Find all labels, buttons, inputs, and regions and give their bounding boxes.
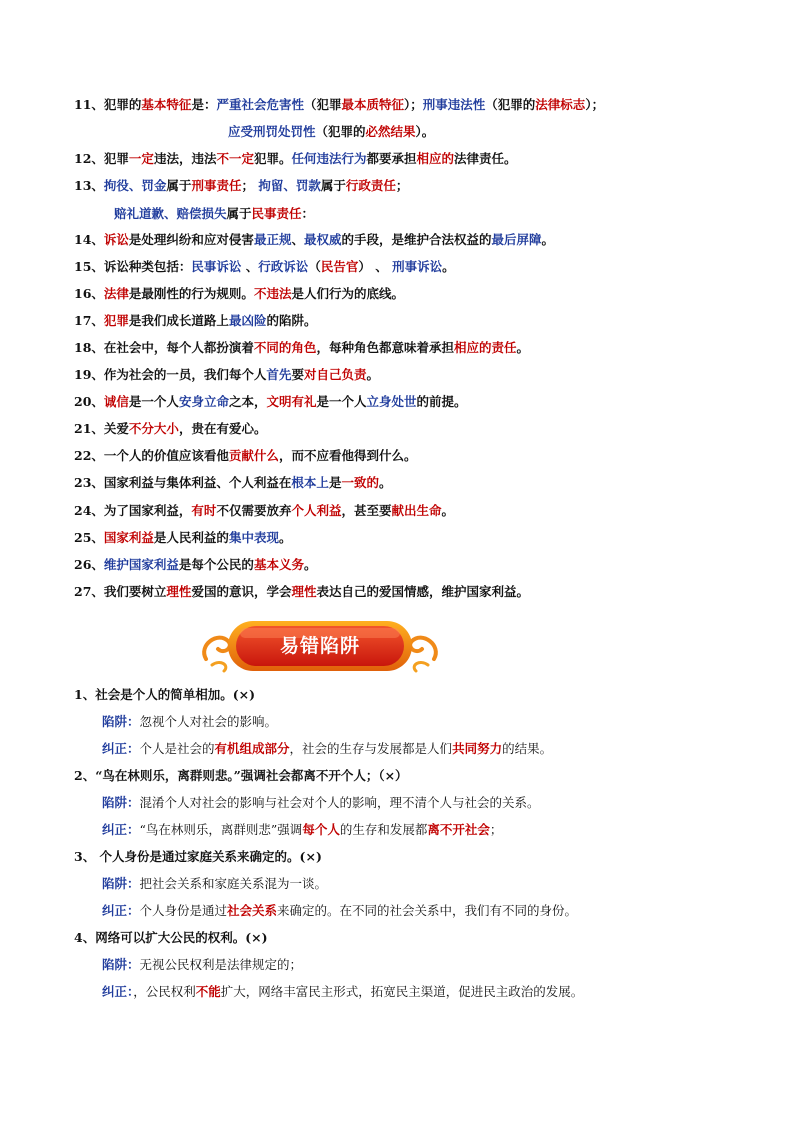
list-item	[74, 556, 316, 574]
item-text: 最正规	[253, 232, 292, 247]
item-text: 。	[366, 367, 379, 382]
item-text: 忽视个人对社会的影响。	[139, 714, 278, 729]
item-text: 是一个人	[128, 394, 179, 409]
list-item	[102, 875, 327, 893]
item-text: 维护国家利益	[103, 557, 179, 572]
item-number: 18、	[74, 340, 104, 355]
list-item	[74, 686, 255, 704]
item-text: 根本上	[291, 475, 329, 490]
item-text: 立身处世	[366, 394, 417, 409]
list-item	[74, 150, 517, 168]
list-item	[102, 740, 552, 758]
list-item	[74, 848, 322, 866]
item-text: 纠正：	[102, 903, 140, 918]
list-item	[102, 956, 302, 974]
item-text: 、	[241, 259, 259, 274]
item-number: 13、	[74, 178, 104, 193]
item-text: 刑事诉讼	[392, 259, 443, 274]
item-number: 23、	[74, 475, 104, 490]
item-text: （犯罪的	[315, 124, 366, 139]
item-text: 刑事责任	[191, 178, 242, 193]
item-text: 。	[441, 503, 455, 518]
item-text: 把社会关系和家庭关系混为一谈。	[139, 876, 328, 891]
item-number: 19、	[74, 367, 104, 382]
item-text: 最后屏障	[491, 232, 542, 247]
item-text: 。	[278, 530, 292, 545]
item-text: 之本，	[228, 394, 267, 409]
list-item	[74, 258, 455, 276]
item-text: 国家利益与集体利益、个人利益在	[103, 475, 292, 490]
section-title-badge	[200, 615, 440, 677]
item-text: （	[308, 259, 321, 274]
item-text: 国家利益	[103, 530, 154, 545]
item-text: 诉讼种类包括：	[103, 259, 192, 274]
item-text: 一定	[128, 151, 154, 166]
item-text: 法律	[103, 286, 129, 301]
item-text: 一个人的价值应该看他	[103, 448, 229, 463]
item-text: 陷阱：	[102, 795, 140, 810]
item-text: 社会关系	[227, 903, 278, 918]
item-text: 相应的责任	[453, 340, 517, 355]
item-text: ，社会的生存与发展都是人们	[289, 741, 453, 756]
list-item	[74, 474, 391, 492]
list-item	[74, 96, 604, 114]
item-text: 法律标志	[535, 97, 586, 112]
item-text: 属于	[226, 206, 252, 221]
item-text: ；	[395, 178, 409, 193]
item-number: 14、	[74, 232, 104, 247]
item-text: 最凶险	[228, 313, 267, 328]
item-text: 民事诉讼	[191, 259, 242, 274]
item-text: 是	[328, 475, 342, 490]
item-text: 不同的角色	[253, 340, 317, 355]
item-text: 表达自己的爱国情感，维护国家利益。	[316, 584, 529, 599]
item-number: 25、	[74, 530, 104, 545]
list-item	[228, 123, 434, 141]
item-text: 陷阱：	[102, 714, 140, 729]
list-item	[102, 983, 583, 1001]
item-text: 应受刑罚处罚性	[228, 124, 316, 139]
item-text: 基本特征	[141, 97, 192, 112]
item-text: ：	[301, 206, 315, 221]
item-text: 不一定	[216, 151, 254, 166]
item-text: 个人身份是通过	[139, 903, 228, 918]
item-text: 陷阱：	[102, 876, 140, 891]
item-text: 陷阱：	[102, 957, 140, 972]
list-item	[74, 583, 529, 601]
item-text: 法律责任。	[454, 151, 517, 166]
item-text: 是：	[191, 97, 217, 112]
list-item	[74, 312, 316, 330]
item-text: 对自己负责	[303, 367, 367, 382]
item-text: 。	[541, 232, 555, 247]
list-item	[74, 393, 467, 411]
item-text: 在社会中，每个人都扮演着	[103, 340, 254, 355]
item-text: 混淆个人对社会的影响与社会对个人的影响，理不清个人与社会的关系。	[139, 795, 540, 810]
item-text: ）。	[415, 124, 435, 139]
item-text: （犯罪	[303, 97, 342, 112]
list-item	[102, 821, 502, 839]
item-text: （犯罪的	[485, 97, 536, 112]
item-text: 是人民利益的	[153, 530, 229, 545]
list-item	[74, 529, 291, 547]
list-item	[114, 205, 314, 223]
item-text: 行政诉讼	[258, 259, 309, 274]
item-text: 民事责任	[251, 206, 302, 221]
item-text: ，公民权利	[133, 984, 196, 999]
item-text: 有机组成部分	[214, 741, 290, 756]
item-text: 诚信	[103, 394, 129, 409]
list-item	[74, 447, 416, 465]
item-text: 扩大，网络丰富民主形式，拓宽民主渠道，促进民主政治的发展。	[220, 984, 584, 999]
item-text: 最权威	[303, 232, 342, 247]
item-number: 11、	[74, 97, 104, 112]
item-number: 1、	[74, 687, 96, 702]
item-text: 。	[442, 259, 455, 274]
item-text: 来确定的。在不同的社会关系中，我们有不同的身份。	[277, 903, 578, 918]
item-text: 网络可以扩大公民的权利。(×)	[95, 930, 268, 945]
item-text: 最本质特征	[341, 97, 404, 112]
item-text: 不分大小	[128, 421, 179, 436]
item-text: 赔礼道歉、赔偿损失	[114, 206, 227, 221]
item-text: 属于	[166, 178, 192, 193]
item-text: 犯罪的	[103, 97, 142, 112]
item-text: 是我们成长道路上	[128, 313, 229, 328]
item-text: “鸟在林则乐，离群则悲”强调	[139, 822, 303, 837]
item-text: ）；	[585, 97, 605, 112]
list-item	[74, 502, 454, 520]
item-text: 个人身份是通过家庭关系来确定的。(×)	[95, 849, 322, 864]
item-text: 共同努力	[452, 741, 503, 756]
item-text: 关爱	[103, 421, 129, 436]
item-text: 首先	[266, 367, 292, 382]
item-text: 一致的	[341, 475, 379, 490]
list-item	[102, 902, 577, 920]
item-text: 。	[378, 475, 392, 490]
list-item	[74, 177, 408, 195]
list-item	[102, 794, 540, 812]
item-text: 。	[516, 340, 529, 355]
item-text: 不违法	[253, 286, 292, 301]
item-text: 社会是个人的简单相加。(×)	[95, 687, 256, 702]
item-number: 21、	[74, 421, 104, 436]
item-number: 15、	[74, 259, 104, 274]
item-text: 文明有礼	[266, 394, 317, 409]
item-text: 行政责任	[345, 178, 396, 193]
item-text: ，贵在有爱心。	[178, 421, 267, 436]
item-text: 犯罪	[103, 151, 129, 166]
item-text: ；	[489, 822, 503, 837]
item-number: 22、	[74, 448, 104, 463]
item-text: 有时	[191, 503, 217, 518]
item-text: 作为社会的一员，我们每个人	[103, 367, 267, 382]
item-text: 不仅需要放弃	[216, 503, 292, 518]
item-text: 个人利益	[291, 503, 342, 518]
list-item	[74, 767, 408, 785]
item-text: ，每种角色都意味着承担	[316, 340, 454, 355]
item-text: 的手段，是维护合法权益的	[341, 232, 492, 247]
item-number: 2、	[74, 768, 96, 783]
item-text: 我们要树立	[103, 584, 167, 599]
item-number: 26、	[74, 557, 104, 572]
item-number: 20、	[74, 394, 104, 409]
item-text: 。	[303, 557, 317, 572]
item-text: ，而不应看他得到什么。	[278, 448, 417, 463]
item-text: 相应的	[416, 151, 455, 166]
item-text: 违法，违法	[153, 151, 217, 166]
item-text: 犯罪。	[253, 151, 292, 166]
item-text: 刑事违法性	[422, 97, 486, 112]
list-item	[74, 929, 268, 947]
item-text: 为了国家利益，	[103, 503, 192, 518]
item-number: 3、	[74, 849, 96, 864]
item-text: 是处理纠纷和应对侵害	[128, 232, 254, 247]
list-item	[74, 285, 404, 303]
item-text: ，甚至要	[341, 503, 392, 518]
item-text: 诉讼	[103, 232, 129, 247]
list-item	[74, 339, 529, 357]
item-number: 17、	[74, 313, 104, 328]
list-item	[74, 231, 554, 249]
item-text: 贡献什么	[228, 448, 279, 463]
list-item	[102, 713, 277, 731]
item-text: 纠正：	[102, 741, 140, 756]
item-text: 的前提。	[416, 394, 467, 409]
item-text: 是最刚性的行为规则。	[128, 286, 254, 301]
item-text: 的结果。	[502, 741, 553, 756]
item-text: 任何违法行为	[291, 151, 367, 166]
item-text: 基本义务	[253, 557, 304, 572]
item-text: 拘留、罚款	[258, 178, 321, 193]
item-number: 4、	[74, 930, 96, 945]
item-text: “鸟在林则乐，离群则悲。”强调社会都离不开个人；（×）	[95, 768, 408, 783]
list-item	[74, 420, 266, 438]
item-text: 拘役、罚金	[103, 178, 167, 193]
item-text: 理性	[166, 584, 192, 599]
section-title: 易错陷阱	[279, 635, 360, 657]
item-text: 的生存和发展都	[339, 822, 428, 837]
item-number: 24、	[74, 503, 104, 518]
item-text: 每个人	[302, 822, 340, 837]
item-text: 是一个人	[316, 394, 367, 409]
item-number: 27、	[74, 584, 104, 599]
item-text: ）；	[404, 97, 423, 112]
item-text: 是每个公民的	[178, 557, 254, 572]
item-text: 理性	[291, 584, 317, 599]
item-text: 要	[291, 367, 304, 382]
item-number: 16、	[74, 286, 104, 301]
item-text: 个人是社会的	[139, 741, 215, 756]
item-text: 民告官	[320, 259, 359, 274]
item-text: 、	[291, 232, 304, 247]
item-text: 都要承担	[366, 151, 417, 166]
item-text: 纠正：	[102, 984, 134, 999]
item-text: 爱国的意识，学会	[191, 584, 292, 599]
item-text: 必然结果	[365, 124, 416, 139]
item-text: 离不开社会	[427, 822, 490, 837]
item-text: 严重社会危害性	[216, 97, 304, 112]
item-text: 属于	[320, 178, 346, 193]
item-text: 献出生命	[391, 503, 442, 518]
item-text: 集中表现	[228, 530, 279, 545]
item-text: 无视公民权利是法律规定的；	[139, 957, 303, 972]
item-text: 是人们行为的底线。	[291, 286, 404, 301]
item-text: 犯罪	[103, 313, 129, 328]
item-text: ） 、	[358, 259, 393, 274]
item-text: 不能	[195, 984, 221, 999]
item-text: 安身立命	[178, 394, 229, 409]
item-text: ；	[241, 178, 259, 193]
item-text: 的陷阱。	[266, 313, 317, 328]
list-item	[74, 366, 379, 384]
item-text: 纠正：	[102, 822, 140, 837]
item-number: 12、	[74, 151, 104, 166]
